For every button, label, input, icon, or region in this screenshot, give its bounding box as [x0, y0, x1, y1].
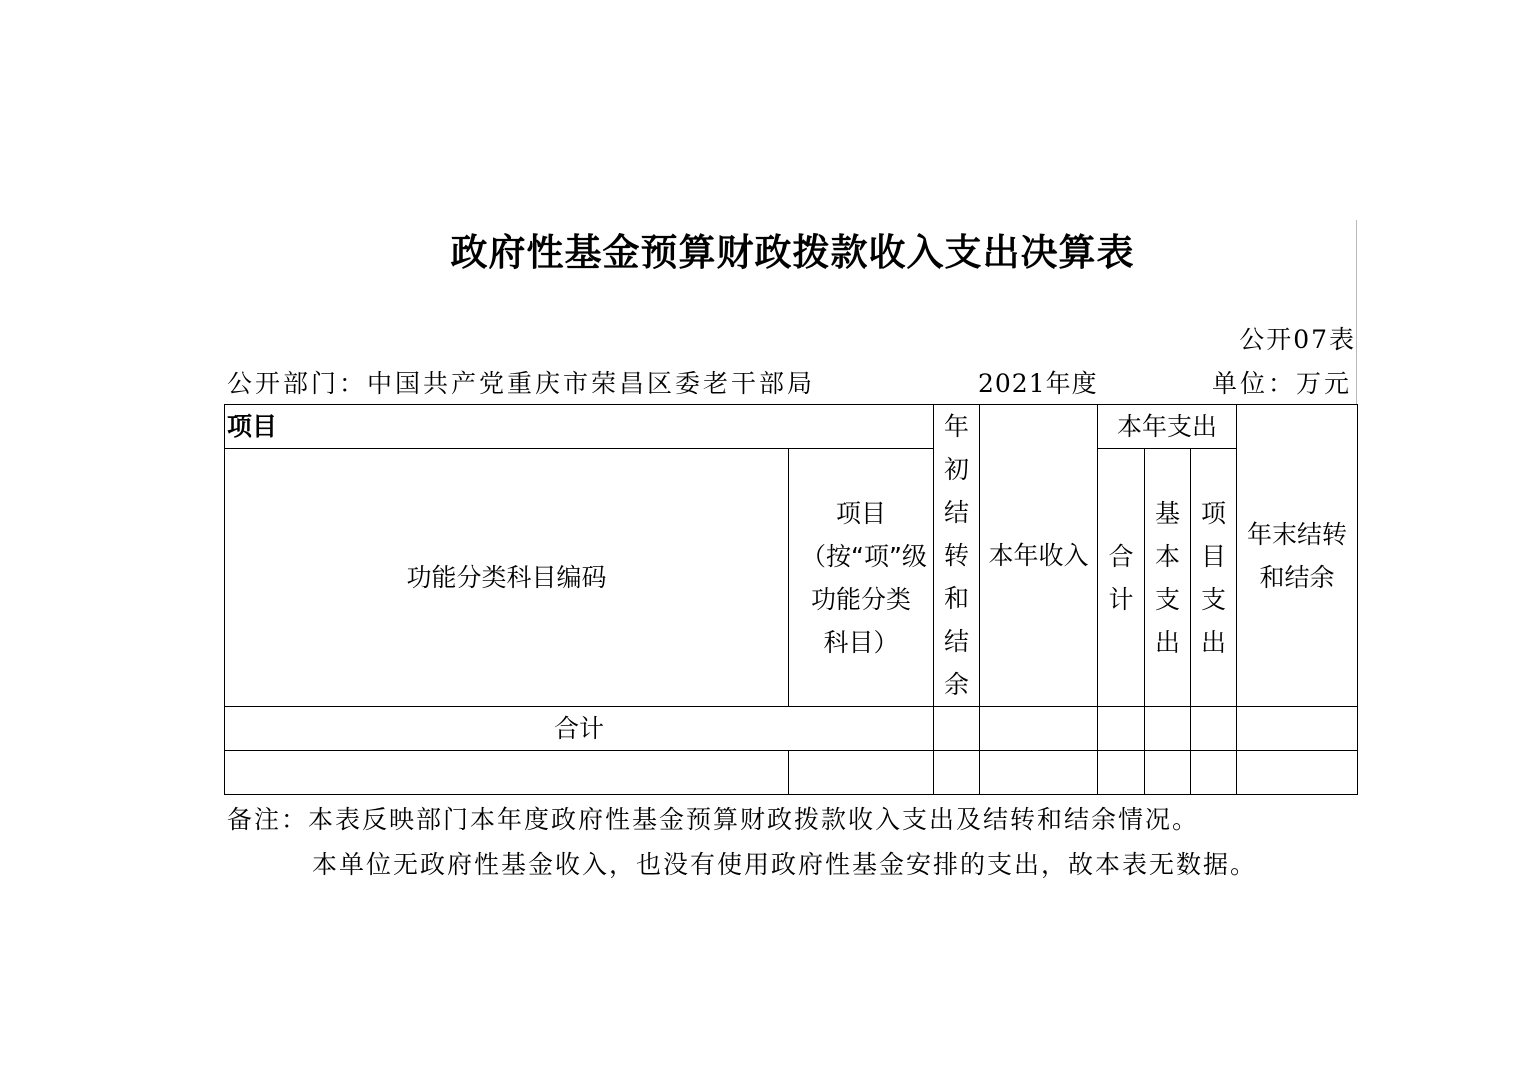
total-basic [1145, 707, 1191, 751]
total-row-label: 合计 [225, 707, 934, 751]
note-line-1: 备注：本表反映部门本年度政府性基金预算财政拨款收入支出及结转和结余情况。 [227, 805, 1200, 834]
note-line-2: 本单位无政府性基金收入，也没有使用政府性基金安排的支出，故本表无数据。 [312, 850, 1258, 879]
header-total-text: 合计 [1108, 541, 1134, 614]
header-project [1191, 449, 1237, 707]
empty-cell [789, 751, 934, 795]
header-begin-balance [934, 405, 980, 707]
empty-cell [1098, 751, 1145, 795]
total-expense [1098, 707, 1145, 751]
total-project [1191, 707, 1237, 751]
header-end-balance-text: 年末结转和结余 [1246, 519, 1347, 592]
total-end-balance [1237, 707, 1358, 751]
total-income [980, 707, 1098, 751]
table-row [225, 707, 1358, 751]
unit-label: 单位：万元 [1212, 369, 1353, 398]
budget-table [224, 404, 1358, 795]
header-begin-balance-text: 年初结转和结余 [943, 412, 969, 699]
header-code: 功能分类科目编码 [225, 449, 789, 707]
header-project-text: 项目支出 [1200, 498, 1226, 657]
year-label: 2021年度 [978, 369, 1098, 398]
empty-cell [1145, 751, 1191, 795]
header-income: 本年收入 [980, 405, 1098, 707]
header-item: 项目 [225, 405, 934, 449]
empty-cell [1237, 751, 1358, 795]
header-expense-group: 本年支出 [1098, 405, 1237, 449]
table-row [225, 751, 1358, 795]
header-basic [1145, 449, 1191, 707]
header-end-balance [1237, 405, 1358, 707]
empty-cell [225, 751, 789, 795]
page-title: 政府性基金预算财政拨款收入支出决算表 [450, 231, 1135, 274]
department-label: 公开部门：中国共产党重庆市荣昌区委老干部局 [227, 369, 816, 398]
right-edge-line [1356, 220, 1357, 405]
header-basic-text: 基本支出 [1154, 498, 1180, 657]
total-begin-balance [934, 707, 980, 751]
table-number: 公开07表 [1239, 325, 1356, 354]
header-total [1098, 449, 1145, 707]
header-item-name [789, 449, 934, 707]
empty-cell [980, 751, 1098, 795]
empty-cell [1191, 751, 1237, 795]
header-item-name-text: 项目（按“项”级功能分类科目） [801, 498, 927, 657]
empty-cell [934, 751, 980, 795]
